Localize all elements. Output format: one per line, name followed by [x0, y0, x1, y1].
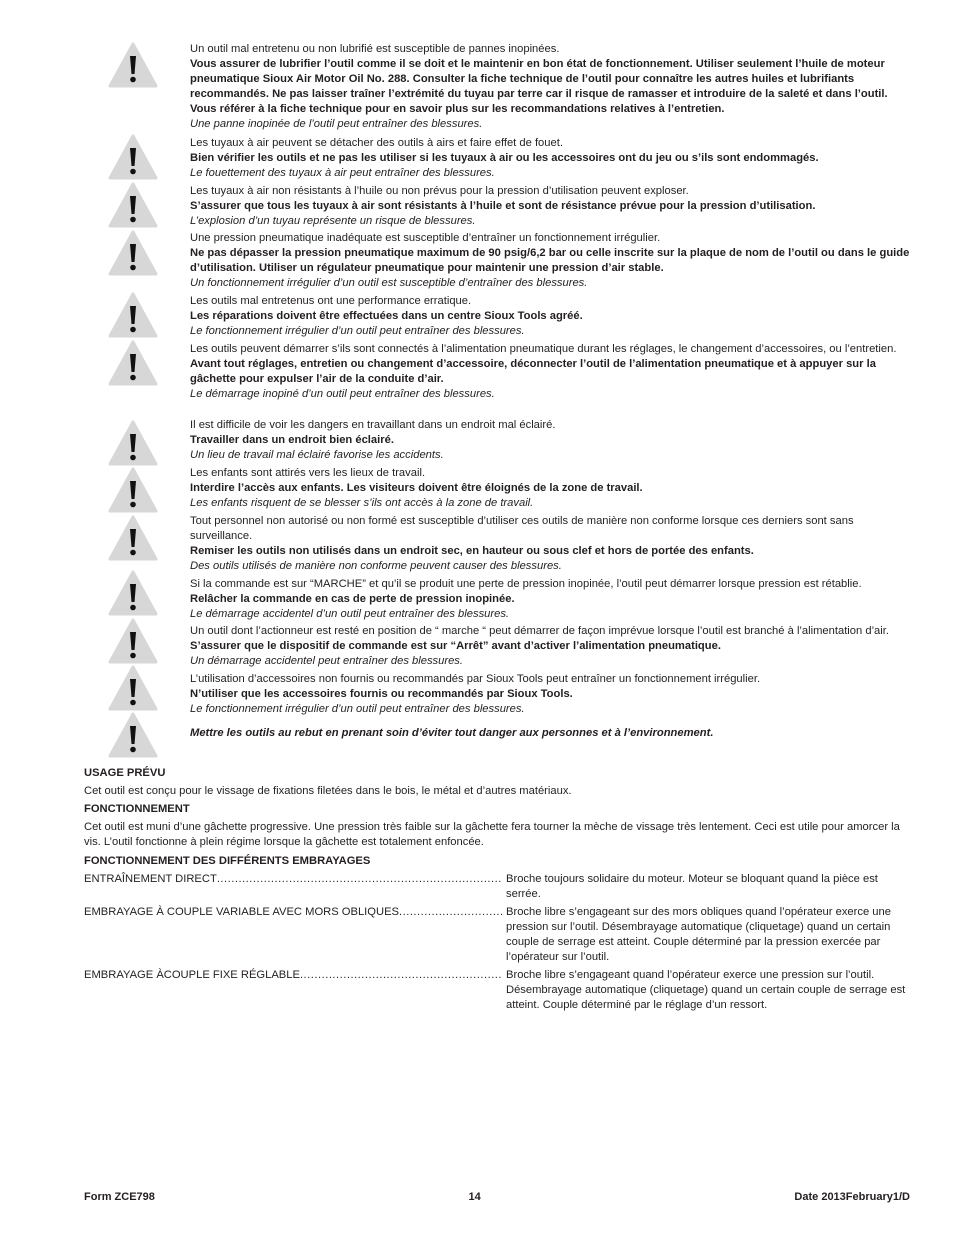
warning-triangle-icon — [108, 515, 158, 561]
warning-consequence: Un démarrage accidentel peut entraîner des blessures. — [190, 655, 464, 667]
clutch-description: Broche libre s’engageant sur des mors obliques quand l’opérateur exerce une pression sur l’outil. Désembrayage automatique (cliquetage) quand un certain couple de serrage est atteint. Couple déterminé par la pression exercée par l’opérateur sur l’outil. — [506, 906, 891, 963]
operation-text: Cet outil est muni d’une gâchette progressive. Une pression très faible sur la gâchette fera tourner la mèche de vissage très lentement. Ceci est utile pour amorcer la vis. L’outil fonctionne à plein régime lorsque la gâchette est totalement enfoncée. — [84, 821, 900, 848]
warning-block — [190, 342, 910, 402]
warning-consequence: L’explosion d’un tuyau représente un risque de blessures. — [190, 215, 476, 227]
warning-instruction: Les réparations doivent être effectuées dans un centre Sioux Tools agréé. — [190, 310, 583, 322]
warning-block — [190, 514, 910, 574]
warning-block — [190, 136, 910, 181]
warning-consequence: Le fouettement des tuyaux à air peut entraîner des blessures. — [190, 167, 495, 179]
warning-hazard: Un outil mal entretenu ou non lubrifié est susceptible de pannes inopinées. — [190, 43, 560, 55]
warning-hazard: Les outils mal entretenus ont une performance erratique. — [190, 295, 472, 307]
warning-consequence: Le fonctionnement irrégulier d’un outil peut entraîner des blessures. — [190, 703, 525, 715]
warning-instruction: Bien vérifier les outils et ne pas les utiliser si les tuyaux à air ou les accessoires ont du jeu ou s’ils sont endommagés. — [190, 152, 819, 164]
warning-consequence: Les enfants risquent de se blesser s’ils ont accès à la zone de travail. — [190, 497, 534, 509]
warning-triangle-icon — [108, 182, 158, 228]
warning-hazard: Il est difficile de voir les dangers en travaillant dans un endroit mal éclairé. — [190, 419, 556, 431]
warning-block — [190, 231, 910, 291]
warning-instruction: Relâcher la commande en cas de perte de pression inopinée. — [190, 593, 515, 605]
warning-instruction: S’assurer que le dispositif de commande est sur “Arrêt” avant d’activer l’alimentation pneumatique. — [190, 640, 721, 652]
warning-consequence: Un fonctionnement irrégulier d’un outil est susceptible d’entraîner des blessures. — [190, 277, 588, 289]
warning-hazard: Les tuyaux à air peuvent se détacher des outils à airs et faire effet de fouet. — [190, 137, 563, 149]
warning-hazard: Une pression pneumatique inadéquate est susceptible d’entraîner un fonctionnement irrégulier. — [190, 232, 661, 244]
warning-instruction: S’assurer que tous les tuyaux à air sont résistants à l’huile et sont de résistance prévue pour la pression d’utilisation. — [190, 200, 816, 212]
clutch-description: Broche libre s’engageant quand l’opérateur exerce une pression sur l’outil. Désembrayage automatique (cliquetage) quand un certain couple de serrage est atteint. Couple déterminé par le réglage d’un ressort. — [506, 969, 906, 1011]
operation-heading: FONCTIONNEMENT — [84, 803, 190, 815]
warning-consequence: Des outils utilisés de manière non conforme peuvent causer des blessures. — [190, 560, 562, 572]
warning-consequence: Un lieu de travail mal éclairé favorise les accidents. — [190, 449, 444, 461]
warning-consequence: Une panne inopinée de l’outil peut entraîner des blessures. — [190, 118, 483, 130]
warning-hazard: Si la commande est sur “MARCHE” et qu’il se produit une perte de pression inopinée, l’outil peut démarrer lorsque pression est rétablie. — [190, 578, 862, 590]
operation-section — [84, 802, 910, 850]
warning-block — [190, 294, 910, 339]
warning-block — [190, 577, 910, 622]
page-footer — [84, 1191, 910, 1203]
usage-heading: USAGE PRÉVU — [84, 767, 166, 779]
warning-instruction: Ne pas dépasser la pression pneumatique maximum de 90 psig/6,2 bar ou celle inscrite sur la plaque de nom de l’outil ou dans le guide d’utilisation. Utiliser un régulateur pneumatique pour maintenir une pression d’air stable. — [190, 247, 910, 274]
warning-hazard: Les outils peuvent démarrer s’ils sont connectés à l’alimentation pneumatique durant les réglages, le changement d’accessoires, ou l’entretien. — [190, 343, 897, 355]
warning-block — [190, 672, 910, 717]
warning-hazard: L’utilisation d’accessoires non fournis ou recommandés par Sioux Tools peut entraîner un fonctionnement irrégulier. — [190, 673, 761, 685]
warning-triangle-icon — [108, 467, 158, 513]
clutch-section — [84, 854, 910, 1013]
warning-triangle-icon — [108, 340, 158, 386]
warning-instruction: Mettre les outils au rebut en prenant soin d’éviter tout danger aux personnes et à l’environnement. — [190, 727, 714, 739]
form-number: Form ZCE798 — [84, 1191, 155, 1203]
warning-instruction: Vous assurer de lubrifier l’outil comme il se doit et le maintenir en bon état de fonctionnement. Utiliser seulement l’huile de moteur pneumatique Sioux Air Motor Oil No. 288. Consulter la fiche technique de l’outil pour connaître les autres huiles et lubrifiants recommandés. Ne pas laisser traîner l’extrémité du tuyau par terre car il risque de ramasser et introduire de la saleté et dans l’outil. Vous référer à la fiche technique pour en savoir plus sur les recommandations relatives à l’entretien. — [190, 58, 888, 115]
warning-triangle-icon — [108, 665, 158, 711]
warning-instruction: Interdire l’accès aux enfants. Les visiteurs doivent être éloignés de la zone de travail. — [190, 482, 643, 494]
warning-triangle-icon — [108, 292, 158, 338]
warning-hazard: Un outil dont l’actionneur est resté en position de “ marche “ peut démarrer de façon imprévue lorsque l’outil est branché à l’alimentation d’air. — [190, 625, 889, 637]
usage-section — [84, 766, 910, 799]
warning-block — [190, 624, 910, 669]
warning-block — [190, 466, 910, 511]
warning-consequence: Le démarrage accidentel d’un outil peut entraîner des blessures. — [190, 608, 510, 620]
warning-icons-column — [108, 0, 160, 1235]
warning-instruction: Travailler dans un endroit bien éclairé. — [190, 434, 394, 446]
warning-consequence: Le fonctionnement irrégulier d’un outil peut entraîner des blessures. — [190, 325, 525, 337]
clutch-description: Broche toujours solidaire du moteur. Moteur se bloquant quand la pièce est serrée. — [506, 873, 878, 900]
warning-block — [190, 42, 910, 132]
warning-triangle-icon — [108, 134, 158, 180]
warning-instruction: N’utiliser que les accessoires fournis ou recommandés par Sioux Tools. — [190, 688, 573, 700]
clutch-name: ENTRAÎNEMENT DIRECT — [84, 873, 217, 885]
warning-triangle-icon — [108, 230, 158, 276]
warning-instruction: Avant tout réglages, entretien ou changement d’accessoire, déconnecter l’outil de l’alimentation pneumatique et à appuyer sur la gâchette pour expulser l’air de la conduite d’air. — [190, 358, 876, 385]
warning-block — [190, 184, 910, 229]
warning-triangle-icon — [108, 712, 158, 758]
warning-triangle-icon — [108, 618, 158, 664]
clutch-name: EMBRAYAGE ÀCOUPLE FIXE RÉGLABLE — [84, 969, 300, 981]
warning-block — [190, 720, 910, 741]
warning-triangle-icon — [108, 570, 158, 616]
warning-hazard: Tout personnel non autorisé ou non formé est susceptible d’utiliser ces outils de manière non conforme lorsque ces derniers sont sans surveillance. — [190, 515, 854, 542]
clutch-row — [84, 872, 910, 902]
warning-hazard: Les enfants sont attirés vers les lieux de travail. — [190, 467, 426, 479]
warning-hazard: Les tuyaux à air non résistants à l’huile ou non prévus pour la pression d’utilisation peuvent exploser. — [190, 185, 689, 197]
warning-instruction: Remiser les outils non utilisés dans un endroit sec, en hauteur ou sous clef et hors de portée des enfants. — [190, 545, 754, 557]
page-number: 14 — [468, 1191, 481, 1203]
warning-consequence: Le démarrage inopiné d’un outil peut entraîner des blessures. — [190, 388, 495, 400]
usage-text: Cet outil est conçu pour le vissage de fixations filetées dans le bois, le métal et d’autres matériaux. — [84, 785, 572, 797]
clutch-row — [84, 905, 910, 965]
warning-triangle-icon — [108, 42, 158, 88]
clutch-name: EMBRAYAGE À COUPLE VARIABLE AVEC MORS OBLIQUES — [84, 906, 399, 918]
clutch-heading: FONCTIONNEMENT DES DIFFÉRENTS EMBRAYAGES — [84, 855, 371, 867]
document-date: Date 2013February1/D — [794, 1191, 910, 1203]
warning-block — [190, 418, 910, 463]
warning-triangle-icon — [108, 420, 158, 466]
clutch-row — [84, 968, 910, 1013]
